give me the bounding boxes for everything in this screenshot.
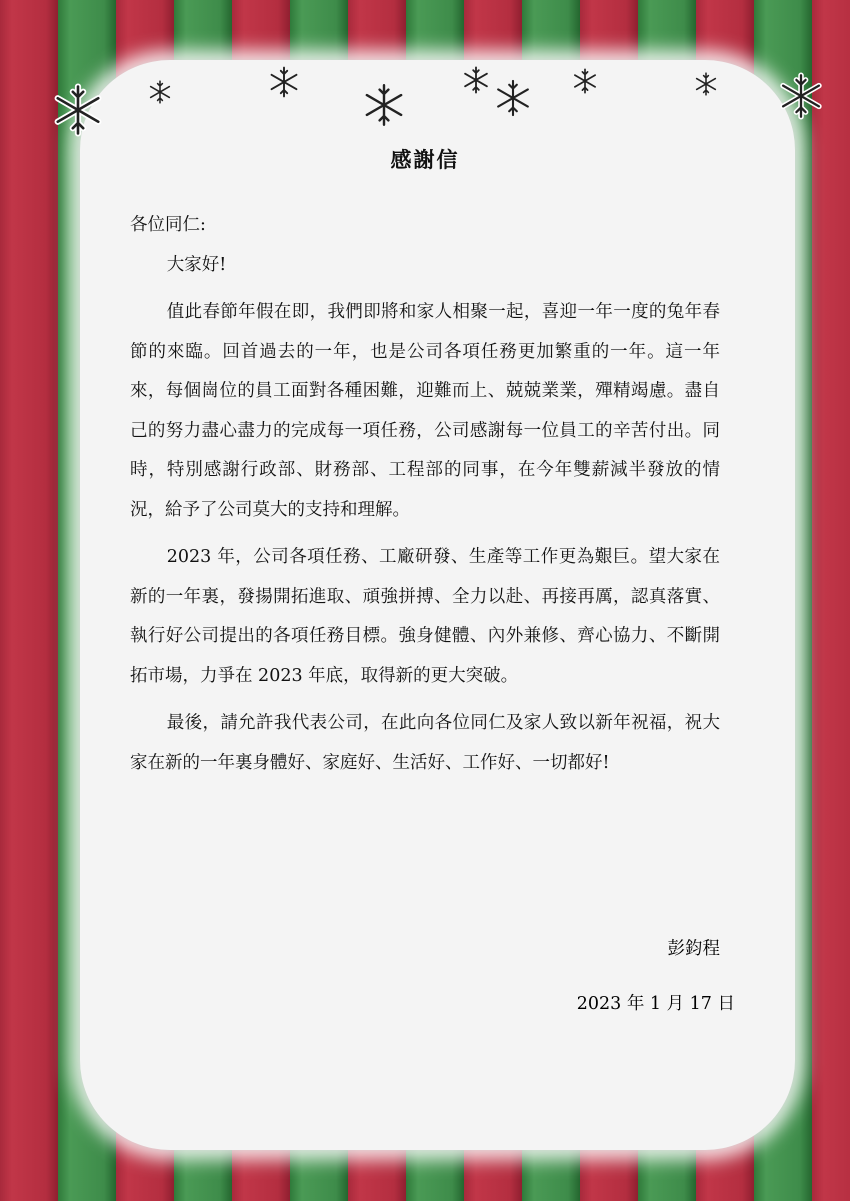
- letter-paragraph: 值此春節年假在即，我們即將和家人相聚一起，喜迎一年一度的兔年春節的來臨。回首過去的一年，也是公司各項任務更加繁重的一年。這一年來，每個崗位的員工面對各種困難，迎難而上、兢兢業業，殫精竭慮。盡自己的努力盡心盡力的完成每一項任務，公司感謝每一位員工的辛苦付出。同時，特別感謝行政部、財務部、工程部的同事，在今年雙薪減半發放的情況，給予了公司莫大的支持和理解。: [130, 302, 720, 520]
- letter-greeting: 大家好!: [166, 254, 227, 275]
- letter-body: [130, 140, 720, 783]
- snowflake-icon: [572, 66, 598, 96]
- snowflake-icon: [778, 68, 824, 124]
- snowflake-icon: [462, 64, 490, 96]
- snowflake-icon: [362, 78, 406, 132]
- letter-paragraph: 最後，請允許我代表公司，在此向各位同仁及家人致以新年祝福，祝大家在新的一年裏身體好、家庭好、生活好、工作好、一切都好!: [130, 713, 720, 773]
- letter-paragraph: 2023 年，公司各項任務、工廠研發、生產等工作更為艱巨。望大家在新的一年裏，發揚開拓進取、頑強拼搏、全力以赴、再接再厲，認真落實、執行好公司提出的各項任務目標。強身健體、內外兼修、齊心協力、不斷開拓市場，力爭在 2023 年底，取得新的更大突破。: [130, 547, 720, 686]
- snowflake-icon: [268, 64, 300, 100]
- snowflake-icon: [694, 70, 718, 98]
- snowflake-icon: [148, 78, 172, 106]
- snowflake-icon: [494, 74, 532, 122]
- snowflake-icon: [52, 78, 104, 142]
- letter-date: 2023 年 1 月 17 日: [576, 994, 735, 1014]
- letter-title: 感謝信: [390, 147, 460, 172]
- letter-signer: 彭鈞程: [667, 939, 720, 959]
- letter-salutation: 各位同仁:: [130, 215, 206, 235]
